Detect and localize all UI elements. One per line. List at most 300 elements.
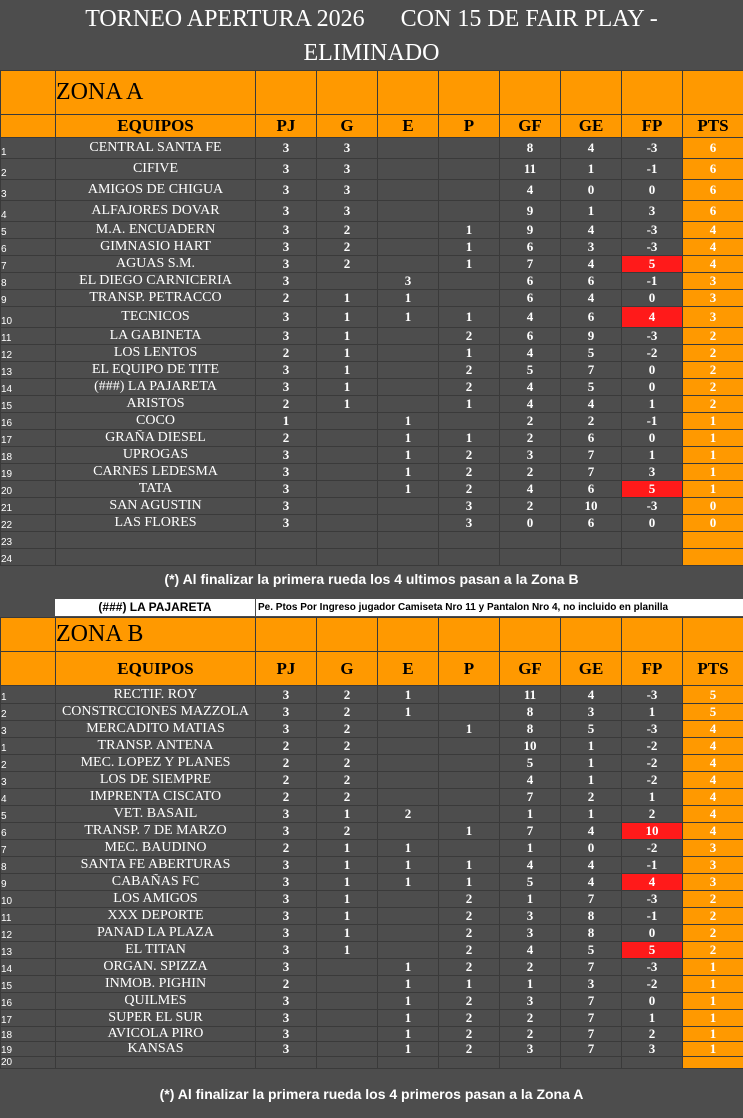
cell-fp: -2: [622, 840, 683, 857]
header-e: E: [378, 652, 439, 686]
cell-g: 2: [317, 721, 378, 738]
cell-ge: 5: [561, 942, 622, 959]
cell-p: 3: [439, 498, 500, 515]
table-row: [1, 256, 743, 273]
cell-g: [317, 413, 378, 430]
cell-g: 1: [317, 840, 378, 857]
table-row: [1, 413, 743, 430]
cell-fp: 4: [622, 874, 683, 891]
cell-p: 2: [439, 942, 500, 959]
cell-fp: 3: [622, 1042, 683, 1057]
cell-p: 3: [439, 515, 500, 532]
team-name: GIMNASIO HART: [56, 239, 256, 256]
table-row: [1, 515, 743, 532]
row-position: 14: [1, 379, 56, 396]
cell-pts: 1: [683, 430, 743, 447]
row-position: 15: [1, 976, 56, 993]
cell-pj: 3: [256, 942, 317, 959]
row-position: 10: [1, 307, 56, 328]
cell-pj: [256, 532, 317, 549]
team-name: KANSAS: [56, 1042, 256, 1057]
row-position: 3: [1, 772, 56, 789]
cell-g: 2: [317, 772, 378, 789]
cell-pj: 3: [256, 362, 317, 379]
header-g: G: [317, 115, 378, 138]
header-pts: PTS: [683, 115, 743, 138]
cell-ge: 10: [561, 498, 622, 515]
cell-e: [378, 532, 439, 549]
cell-pts: 2: [683, 328, 743, 345]
team-name: TATA: [56, 481, 256, 498]
row-position: 3: [1, 180, 56, 201]
cell-ge: 1: [561, 755, 622, 772]
cell-gf: 4: [500, 942, 561, 959]
cell-p: 1: [439, 874, 500, 891]
zone-header-cell: [561, 618, 622, 652]
cell-pj: 3: [256, 464, 317, 481]
row-position: 18: [1, 447, 56, 464]
cell-p: [439, 738, 500, 755]
cell-e: 1: [378, 464, 439, 481]
zone-header-cell: [378, 71, 439, 115]
cell-e: [378, 239, 439, 256]
row-position: 17: [1, 1010, 56, 1027]
cell-gf: 10: [500, 738, 561, 755]
table-row: [1, 532, 743, 549]
cell-fp: 10: [622, 823, 683, 840]
cell-g: [317, 1010, 378, 1027]
cell-fp: -2: [622, 345, 683, 362]
cell-p: [439, 686, 500, 704]
table-row: [1, 959, 743, 976]
cell-e: [378, 222, 439, 239]
table-row: [1, 925, 743, 942]
cell-pts: 4: [683, 222, 743, 239]
cell-g: 2: [317, 823, 378, 840]
cell-ge: 1: [561, 806, 622, 823]
cell-ge: 7: [561, 1010, 622, 1027]
cell-g: 1: [317, 891, 378, 908]
cell-gf: 4: [500, 481, 561, 498]
cell-e: [378, 180, 439, 201]
cell-pts: 4: [683, 755, 743, 772]
cell-fp: 0: [622, 925, 683, 942]
cell-p: 2: [439, 447, 500, 464]
header-ge: GE: [561, 652, 622, 686]
cell-g: 2: [317, 222, 378, 239]
cell-p: [439, 1057, 500, 1069]
cell-pts: 6: [683, 180, 743, 201]
team-name: RECTIF. ROY: [56, 686, 256, 704]
team-name: SAN AGUSTIN: [56, 498, 256, 515]
cell-fp: 0: [622, 180, 683, 201]
cell-e: [378, 823, 439, 840]
table-row: [1, 738, 743, 755]
cell-g: 2: [317, 789, 378, 806]
row-position: 19: [1, 464, 56, 481]
zone-corner-cell: [1, 71, 56, 115]
cell-ge: 6: [561, 273, 622, 290]
cell-pj: [256, 1057, 317, 1069]
cell-pj: 3: [256, 721, 317, 738]
cell-pj: 3: [256, 159, 317, 180]
zone-header-cell: [683, 618, 743, 652]
cell-pts: 2: [683, 925, 743, 942]
cell-pts: 6: [683, 138, 743, 159]
cell-pts: 2: [683, 379, 743, 396]
cell-p: 1: [439, 396, 500, 413]
cell-pts: 3: [683, 307, 743, 328]
cell-p: 2: [439, 481, 500, 498]
table-row: [1, 481, 743, 498]
cell-pts: 3: [683, 273, 743, 290]
cell-p: 2: [439, 1010, 500, 1027]
cell-fp: 3: [622, 201, 683, 222]
cell-g: 2: [317, 239, 378, 256]
row-position: 3: [1, 721, 56, 738]
cell-e: 1: [378, 874, 439, 891]
cell-gf: 7: [500, 789, 561, 806]
row-position: 7: [1, 256, 56, 273]
cell-g: [317, 447, 378, 464]
cell-e: [378, 379, 439, 396]
zone-header-cell: [256, 618, 317, 652]
cell-pts: [683, 549, 743, 566]
cell-pts: 2: [683, 942, 743, 959]
row-position: 10: [1, 891, 56, 908]
cell-pj: 3: [256, 222, 317, 239]
cell-p: [439, 789, 500, 806]
header-p: P: [439, 115, 500, 138]
table-row: [1, 908, 743, 925]
cell-fp: -1: [622, 159, 683, 180]
zone-header-cell: [561, 71, 622, 115]
team-name: IMPRENTA CISCATO: [56, 789, 256, 806]
cell-p: 2: [439, 379, 500, 396]
cell-e: 1: [378, 959, 439, 976]
zone-header-cell: [317, 71, 378, 115]
cell-gf: 0: [500, 515, 561, 532]
cell-e: [378, 159, 439, 180]
cell-p: 1: [439, 823, 500, 840]
team-name: ORGAN. SPIZZA: [56, 959, 256, 976]
cell-pj: 3: [256, 823, 317, 840]
cell-ge: 4: [561, 222, 622, 239]
cell-fp: 1: [622, 447, 683, 464]
cell-ge: 6: [561, 515, 622, 532]
zone-header-cell: [317, 618, 378, 652]
cell-e: 2: [378, 806, 439, 823]
header-gf: GF: [500, 652, 561, 686]
cell-pj: 3: [256, 1027, 317, 1042]
cell-e: 1: [378, 686, 439, 704]
cell-ge: 3: [561, 976, 622, 993]
cell-p: [439, 413, 500, 430]
table-row: [1, 874, 743, 891]
table-row: [1, 755, 743, 772]
cell-fp: -3: [622, 498, 683, 515]
cell-gf: 8: [500, 138, 561, 159]
table-row: [1, 721, 743, 738]
cell-pj: 3: [256, 447, 317, 464]
cell-pts: 6: [683, 159, 743, 180]
team-name: TRANSP. 7 DE MARZO: [56, 823, 256, 840]
cell-ge: 3: [561, 704, 622, 721]
row-position: 12: [1, 345, 56, 362]
cell-p: 1: [439, 222, 500, 239]
cell-pj: 3: [256, 908, 317, 925]
cell-fp: -1: [622, 908, 683, 925]
cell-pj: 2: [256, 772, 317, 789]
cell-pts: 1: [683, 413, 743, 430]
cell-pj: 2: [256, 976, 317, 993]
cell-e: [378, 345, 439, 362]
table-row: [1, 430, 743, 447]
cell-fp: 0: [622, 430, 683, 447]
cell-gf: 6: [500, 239, 561, 256]
cell-pts: 1: [683, 464, 743, 481]
row-position: 18: [1, 1027, 56, 1042]
table-row: [1, 498, 743, 515]
zone-header-cell: [439, 71, 500, 115]
cell-g: [317, 976, 378, 993]
zone-label-row: [1, 71, 743, 115]
team-name: [56, 549, 256, 566]
cell-gf: 7: [500, 256, 561, 273]
cell-gf: 5: [500, 755, 561, 772]
cell-fp: -1: [622, 273, 683, 290]
team-name: CONSTRCCIONES MAZZOLA: [56, 704, 256, 721]
cell-e: [378, 498, 439, 515]
team-name: CARNES LEDESMA: [56, 464, 256, 481]
table-row: [1, 328, 743, 345]
row-position: 20: [1, 481, 56, 498]
cell-g: 1: [317, 908, 378, 925]
cell-pj: 3: [256, 1042, 317, 1057]
zone-header-cell: [622, 618, 683, 652]
cell-gf: 5: [500, 362, 561, 379]
cell-g: [317, 959, 378, 976]
table-row: [1, 396, 743, 413]
cell-ge: 4: [561, 256, 622, 273]
cell-pj: 3: [256, 925, 317, 942]
team-name: CABAÑAS FC: [56, 874, 256, 891]
cell-gf: 3: [500, 447, 561, 464]
cell-pts: 2: [683, 396, 743, 413]
cell-pts: 1: [683, 976, 743, 993]
cell-gf: 9: [500, 201, 561, 222]
table-row: [1, 201, 743, 222]
header-pj: PJ: [256, 115, 317, 138]
cell-g: [317, 515, 378, 532]
cell-g: 2: [317, 755, 378, 772]
row-position: 13: [1, 942, 56, 959]
cell-g: 3: [317, 138, 378, 159]
table-row: [1, 549, 743, 566]
zona-a-note: (*) Al finalizar la primera rueda los 4 ultimos pasan a la Zona B: [164, 571, 579, 587]
cell-gf: 8: [500, 721, 561, 738]
row-position: 12: [1, 925, 56, 942]
zona-a-table: [0, 70, 743, 566]
row-position: 14: [1, 959, 56, 976]
cell-fp: 2: [622, 1027, 683, 1042]
zone-header-cell: [256, 71, 317, 115]
cell-gf: [500, 1057, 561, 1069]
cell-fp: 5: [622, 256, 683, 273]
cell-gf: 4: [500, 180, 561, 201]
cell-pj: 2: [256, 290, 317, 307]
cell-p: 2: [439, 925, 500, 942]
cell-e: 1: [378, 1010, 439, 1027]
cell-g: 1: [317, 362, 378, 379]
cell-ge: 7: [561, 891, 622, 908]
row-position: 11: [1, 328, 56, 345]
row-position: 2: [1, 755, 56, 772]
cell-pj: 2: [256, 738, 317, 755]
cell-g: [317, 1042, 378, 1057]
cell-pj: 2: [256, 840, 317, 857]
cell-ge: 0: [561, 180, 622, 201]
cell-pj: 3: [256, 256, 317, 273]
cell-p: 2: [439, 959, 500, 976]
cell-g: [317, 464, 378, 481]
row-position: 21: [1, 498, 56, 515]
cell-pj: 3: [256, 307, 317, 328]
cell-ge: 7: [561, 993, 622, 1010]
cell-p: [439, 532, 500, 549]
cell-fp: 1: [622, 789, 683, 806]
cell-fp: -3: [622, 959, 683, 976]
row-position: 20: [1, 1057, 56, 1069]
cell-e: [378, 891, 439, 908]
cell-gf: 8: [500, 704, 561, 721]
table-row: [1, 772, 743, 789]
header-equipos: EQUIPOS: [56, 115, 256, 138]
cell-pj: 3: [256, 328, 317, 345]
cell-pts: 3: [683, 857, 743, 874]
cell-p: [439, 772, 500, 789]
team-name: INMOB. PIGHIN: [56, 976, 256, 993]
cell-ge: 4: [561, 857, 622, 874]
row-position: 8: [1, 273, 56, 290]
cell-pj: 3: [256, 515, 317, 532]
row-position: 6: [1, 239, 56, 256]
cell-e: [378, 362, 439, 379]
header-e: E: [378, 115, 439, 138]
cell-gf: 1: [500, 891, 561, 908]
cell-pj: 3: [256, 379, 317, 396]
cell-ge: 2: [561, 413, 622, 430]
cell-pj: 2: [256, 396, 317, 413]
cell-ge: 1: [561, 772, 622, 789]
cell-p: [439, 755, 500, 772]
cell-p: 2: [439, 328, 500, 345]
cell-ge: 6: [561, 430, 622, 447]
cell-ge: 4: [561, 138, 622, 159]
cell-p: 2: [439, 1027, 500, 1042]
cell-g: 1: [317, 857, 378, 874]
cell-g: 2: [317, 256, 378, 273]
cell-e: [378, 256, 439, 273]
cell-g: 3: [317, 201, 378, 222]
cell-p: [439, 138, 500, 159]
cell-ge: 7: [561, 1027, 622, 1042]
cell-ge: 6: [561, 307, 622, 328]
row-position: 7: [1, 840, 56, 857]
cell-p: 1: [439, 307, 500, 328]
cell-pts: 4: [683, 256, 743, 273]
cell-p: 2: [439, 1042, 500, 1057]
header-ge: GE: [561, 115, 622, 138]
cell-ge: 4: [561, 686, 622, 704]
cell-fp: -2: [622, 738, 683, 755]
team-name: LOS LENTOS: [56, 345, 256, 362]
zone-header-cell: [378, 618, 439, 652]
cell-pts: 4: [683, 239, 743, 256]
cell-e: 1: [378, 413, 439, 430]
team-name: [56, 532, 256, 549]
cell-pts: 3: [683, 290, 743, 307]
cell-g: [317, 549, 378, 566]
zona-b-note: (*) Al finalizar la primera rueda los 4 primeros pasan a la Zona A: [159, 1086, 584, 1102]
table-row: [1, 138, 743, 159]
cell-pts: 2: [683, 362, 743, 379]
header-gf: GF: [500, 115, 561, 138]
table-row: [1, 789, 743, 806]
cell-g: 1: [317, 925, 378, 942]
zone-header-cell: [500, 618, 561, 652]
row-position: 13: [1, 362, 56, 379]
header-fp: FP: [622, 115, 683, 138]
cell-fp: -2: [622, 755, 683, 772]
cell-pts: 5: [683, 686, 743, 704]
cell-e: 3: [378, 273, 439, 290]
team-name: EL DIEGO CARNICERIA: [56, 273, 256, 290]
table-row: [1, 273, 743, 290]
cell-e: [378, 201, 439, 222]
cell-ge: 1: [561, 159, 622, 180]
cell-gf: 2: [500, 430, 561, 447]
cell-pj: 3: [256, 874, 317, 891]
cell-pj: 3: [256, 273, 317, 290]
cell-ge: [561, 532, 622, 549]
row-position: 16: [1, 413, 56, 430]
row-position: 22: [1, 515, 56, 532]
tournament-title: [0, 0, 743, 70]
cell-fp: 1: [622, 396, 683, 413]
cell-g: [317, 1057, 378, 1069]
cell-pts: 4: [683, 789, 743, 806]
cell-gf: 5: [500, 874, 561, 891]
cell-e: 1: [378, 430, 439, 447]
cell-pts: 0: [683, 515, 743, 532]
header-fp: FP: [622, 652, 683, 686]
zona-b-table: [0, 617, 743, 1069]
cell-pts: 2: [683, 345, 743, 362]
cell-ge: 7: [561, 447, 622, 464]
cell-pts: [683, 532, 743, 549]
cell-ge: 7: [561, 959, 622, 976]
row-position: 24: [1, 549, 56, 566]
table-row: [1, 307, 743, 328]
cell-p: 1: [439, 256, 500, 273]
cell-g: [317, 993, 378, 1010]
cell-pj: 3: [256, 138, 317, 159]
row-position: 4: [1, 789, 56, 806]
team-name: MEC. BAUDINO: [56, 840, 256, 857]
cell-gf: 4: [500, 772, 561, 789]
cell-p: [439, 290, 500, 307]
